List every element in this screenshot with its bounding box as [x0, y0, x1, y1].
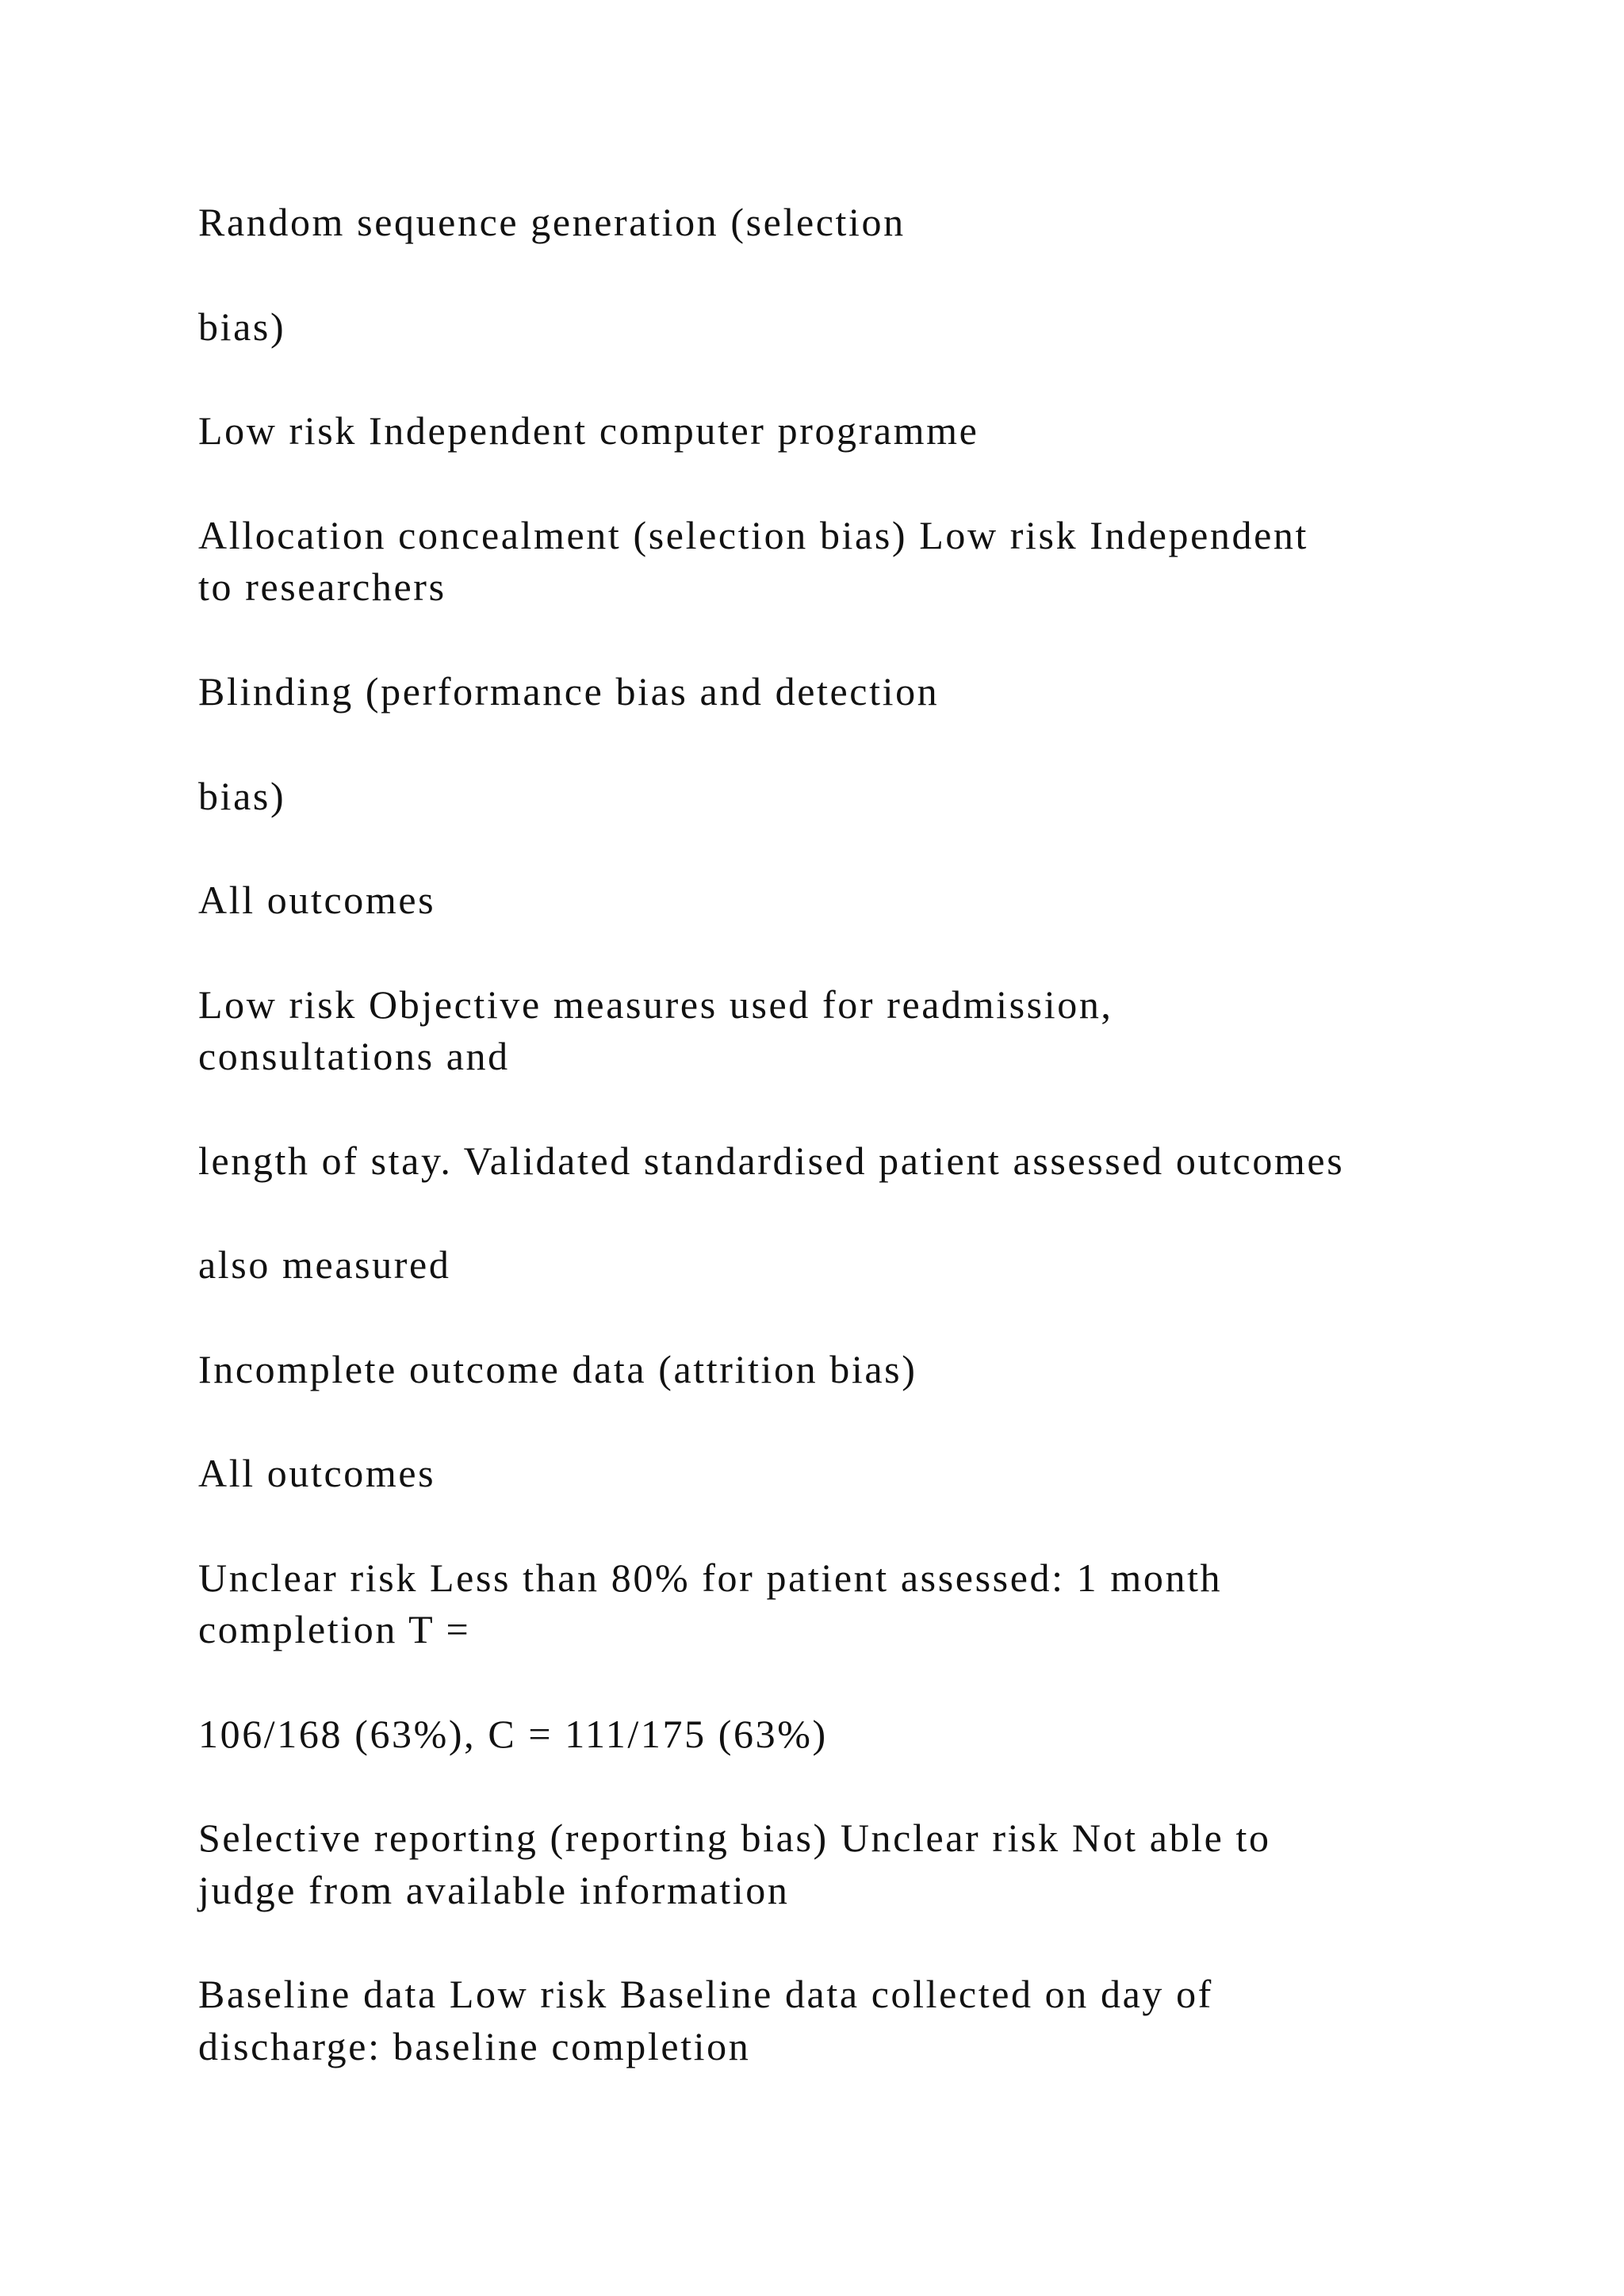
text-line: Blinding (performance bias and detection [198, 669, 940, 714]
text-line: Incomplete outcome data (attrition bias) [198, 1347, 917, 1391]
text-line: 106/168 (63%), C = 111/175 (63%) [198, 1712, 828, 1756]
text-line: Unclear risk Less than 80% for patient assessed: 1 month [198, 1556, 1223, 1600]
text-line: completion T = [198, 1607, 471, 1651]
text-line: Baseline data Low risk Baseline data collected on day of [198, 1972, 1213, 2016]
text-line: bias) [198, 774, 286, 818]
text-line: All outcomes [198, 878, 436, 922]
text-line: Low risk Independent computer programme [198, 408, 979, 453]
text-line: also measured [198, 1242, 451, 1287]
text-line: Selective reporting (reporting bias) Unclear risk Not able to [198, 1816, 1271, 1860]
text-line: length of stay. Validated standardised patient assessed outcomes [198, 1138, 1345, 1183]
text-line: All outcomes [198, 1451, 436, 1495]
text-line: judge from available information [198, 1868, 790, 1912]
text-line: bias) [198, 304, 286, 349]
text-line: discharge: baseline completion [198, 2024, 751, 2068]
text-line: Low risk Objective measures used for readmission, [198, 982, 1113, 1027]
text-line: consultations and [198, 1034, 510, 1078]
text-line: Random sequence generation (selection [198, 200, 906, 244]
text-line: Allocation concealment (selection bias) Low risk Independent [198, 513, 1309, 557]
text-line: to researchers [198, 564, 446, 609]
